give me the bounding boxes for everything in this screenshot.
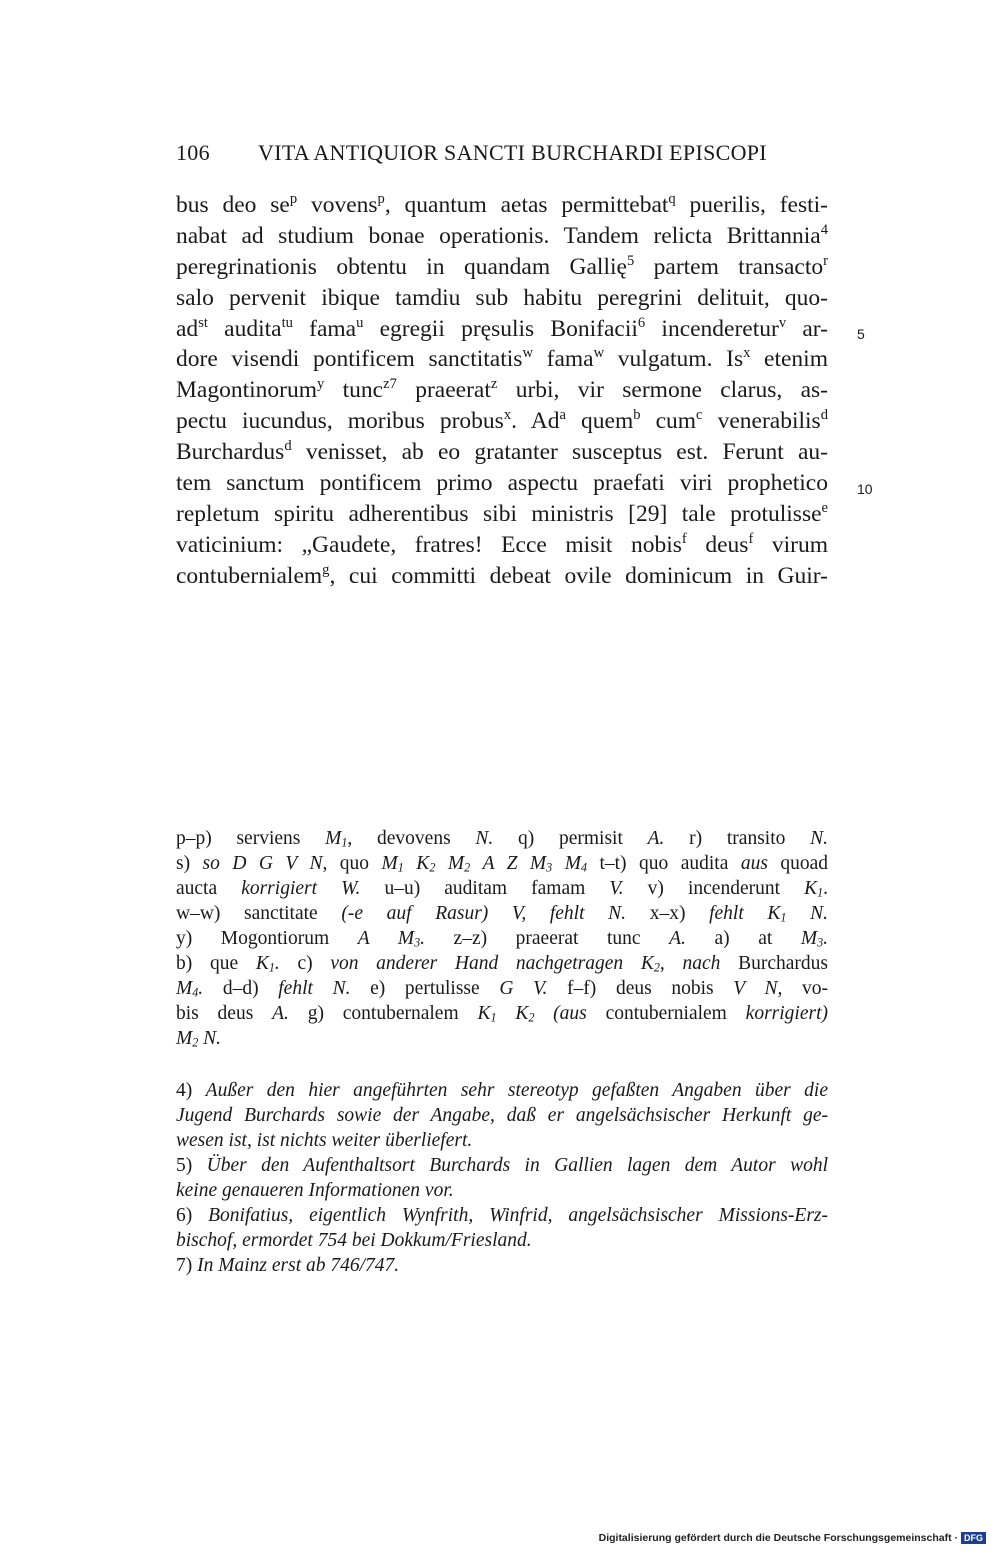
line-number: 5	[857, 326, 865, 342]
running-header	[176, 140, 836, 166]
line-number: 10	[857, 481, 873, 497]
apparatus-line: s) so D G V N, quo $M_1$ $K_2$ $M_2$ A Z $M_3$ $M_4$ t–t) quo audita aus quoad	[176, 853, 829, 875]
apparatus-line: p–p) serviens $M_1$, devovens N. q) permisit A. r) transito N.	[176, 828, 828, 850]
text-line: pectu iucundus, moribus probus$^x$. Ad$^a$ quem$^b$ cum$^c$ venerabilis$^d$	[176, 407, 828, 435]
running-title: VITA ANTIQUIOR SANCTI BURCHARDI EPISCOPI	[258, 140, 767, 165]
apparatus-line: $M_4$. d–d) fehlt N. e) pertulisse G V. f–f) deus nobis V N, vo-	[176, 978, 829, 1000]
critical-apparatus	[176, 826, 828, 1051]
text-line: Burchardus$^d$ venisset, ab eo gratanter susceptus est. Ferunt au-	[176, 438, 828, 466]
text-line: peregrinationis obtentu in quandam Gallię$^5$ partem transacto$^r$	[176, 252, 828, 280]
text-line: bus deo $se^p$ vovens$^p$, quantum aetas permittebat$^q$ puerilis, festi-	[176, 190, 829, 218]
apparatus-line: w–w) sanctitate (-e auf Rasur) V, fehlt N. x–x) fehlt $K_1$ N.	[176, 903, 828, 925]
apparatus-line: aucta korrigiert W. u–u) auditam famam V. v) incenderunt $K_1$.	[176, 878, 829, 900]
main-text	[176, 190, 828, 592]
text-line: dore visendi pontificem sanctitatis$^w$ fama$^w$ vulgatum. Is$^x$ etenim	[176, 345, 828, 373]
commentary-line: Jugend Burchards sowie der Angabe, daß er angelsächsischer Herkunft ge-	[176, 1105, 828, 1126]
page-number: 106	[176, 140, 210, 165]
text-line: $ad^{st}$ audita$^{tu}$ fama$^u$ egregii pręsulis Bonifacii$^6$ incenderetur$^v$ ar-	[176, 314, 828, 342]
commentary-line: wesen ist, ist nichts weiter überliefert.	[176, 1130, 473, 1151]
commentary-line: 6) Bonifatius, eigentlich Wynfrith, Winfrid, angelsächsischer Missions-Erz-	[176, 1205, 828, 1226]
apparatus-line: $M_2$ N.	[176, 1028, 222, 1050]
text-line: vaticinium: „Gaudete, fratres! Ecce misit nobis$^f$ deus$^f$ virum	[176, 530, 829, 558]
apparatus-line: y) Mogontiorum A $M_3$. z–z) praeerat tunc A. a) at $M_3$.	[176, 928, 828, 950]
text-line: repletum spiritu adherentibus sibi ministris [29] tale protulisse$^e$	[176, 499, 828, 527]
text-line: contubernialem$^g$, cui committi debeat ovile dominicum in Guir-	[176, 561, 828, 589]
text-line: tem sanctum pontificem primo aspectu praefati viri prophetico	[176, 470, 828, 497]
text-line: salo pervenit ibique tamdiu sub habitu peregrini delituit, quo-	[176, 284, 828, 311]
commentary-line: 4) Außer den hier angeführten sehr stereotyp gefaßten Angaben über die	[176, 1080, 828, 1101]
dfg-footer	[599, 1532, 986, 1544]
apparatus-line: b) que $K_1$. c) von anderer Hand nachgetragen $K_2$, nach Burchardus	[176, 953, 828, 975]
commentary-line: 7) In Mainz erst ab 746/747.	[176, 1255, 400, 1276]
text-line: Magontinorum$^y$ tunc$^{z7}$ praeerat$^z$ urbi, vir sermone clarus, as-	[176, 376, 828, 404]
apparatus-line: bis deus A. g) contubernalem $K_1$ $K_2$ (aus contubernialem korrigiert)	[176, 1003, 828, 1025]
commentary-line: keine genaueren Informationen vor.	[176, 1180, 454, 1201]
commentary-line: bischof, ermordet 754 bei Dokkum/Friesland.	[176, 1230, 532, 1251]
dfg-logo: DFG	[961, 1532, 986, 1544]
dfg-text: Digitalisierung gefördert durch die Deutsche Forschungsgemeinschaft ·	[598, 1532, 958, 1544]
text-line: nabat ad studium bonae operationis. Tandem relicta Brittannia$^4$	[176, 221, 828, 249]
commentary-notes	[176, 1078, 828, 1278]
commentary-line: 5) Über den Aufenthaltsort Burchards in Gallien lagen dem Autor wohl	[176, 1155, 828, 1176]
